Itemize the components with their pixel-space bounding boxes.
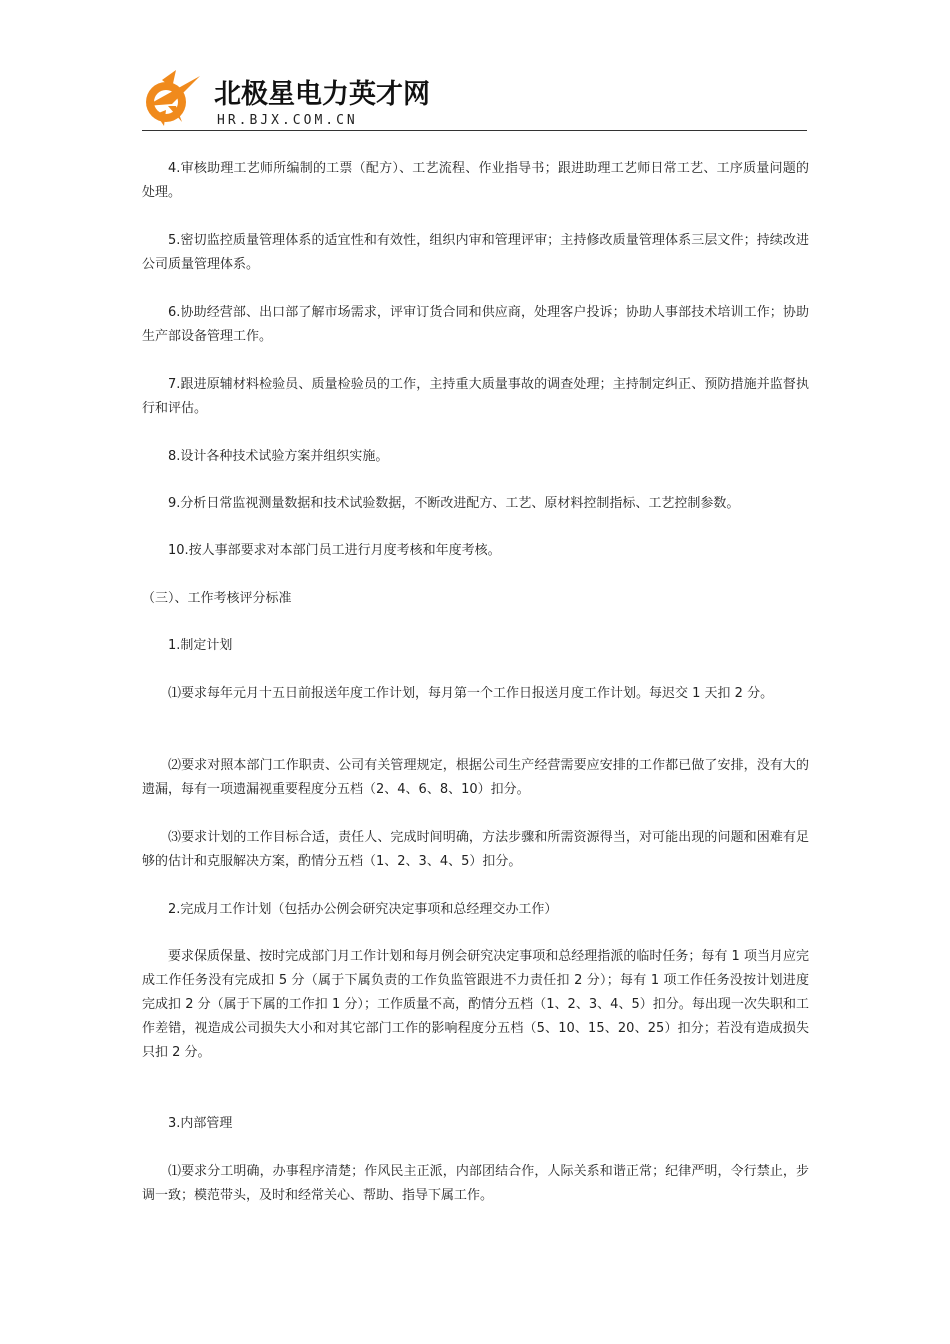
duty-item-4: 4.审核助理工艺师所编制的工票（配方）、工艺流程、作业指导书；跟进助理工艺师日常工艺、工序质量问题的处理。 [142, 161, 809, 200]
duty-item-9: 9.分析日常监视测量数据和技术试验数据，不断改进配方、工艺、原材料控制指标、工艺控制参数。 [168, 496, 740, 511]
header-divider [142, 130, 807, 131]
criterion-heading-2: 2.完成月工作计划（包括办公例会研究决定事项和总经理交办工作） [168, 902, 558, 917]
duty-item-6: 6.协助经营部、出口部了解市场需求，评审订货合同和供应商，处理客户投诉；协助人事部技术培训工作；协助生产部设备管理工作。 [142, 305, 809, 344]
criterion-heading-3: 3.内部管理 [168, 1116, 233, 1131]
site-header [142, 62, 807, 134]
criterion-1-2: ⑵要求对照本部门工作职责、公司有关管理规定，根据公司生产经营需要应安排的工作都已做了安排，没有大的遗漏，每有一项遗漏视重要程度分五档（2、4、6、8、10）扣分。 [142, 758, 809, 797]
section-heading: （三）、工作考核评分标准 [142, 591, 292, 606]
criterion-3-1: ⑴要求分工明确，办事程序清楚；作风民主正派，内部团结合作，人际关系和谐正常；纪律严明，令行禁止，步调一致；模范带头，及时和经常关心、帮助、指导下属工作。 [142, 1164, 809, 1203]
north-star-figure-logo-icon [142, 66, 208, 128]
criterion-1-1: ⑴要求每年元月十五日前报送年度工作计划，每月第一个工作日报送月度工作计划。每迟交 1 天扣 2 分。 [168, 686, 774, 701]
duty-item-10: 10.按人事部要求对本部门员工进行月度考核和年度考核。 [168, 543, 501, 558]
brand-name: 北极星电力英才网 [214, 79, 430, 110]
criterion-2-body: 要求保质保量、按时完成部门月工作计划和每月例会研究决定事项和总经理指派的临时任务；每有 1 项当月应完成工作任务没有完成扣 5 分（属于下属负责的工作负监管跟进不力责任扣 2 分）；每有 1 项工作任务没按计划进度完成扣 2 分（属于下属的工作扣 1 分）；工作质量不高，酌情分五档（1、2、3、4、5）扣分。每出现一次失职和工作差错，视造成公司损失大小和对其它部门工作的影响程度分五档（5、10、15、20、25）扣分；若没有造成损失只扣 2 分。 [142, 949, 809, 1060]
criterion-1-3: ⑶要求计划的工作目标合适，责任人、完成时间明确，方法步骤和所需资源得当，对可能出现的问题和困难有足够的估计和克服解决方案，酌情分五档（1、2、3、4、5）扣分。 [142, 830, 809, 869]
duty-item-7: 7.跟进原辅材料检验员、质量检验员的工作，主持重大质量事故的调查处理；主持制定纠正、预防措施并监督执行和评估。 [142, 377, 809, 416]
duty-item-5: 5.密切监控质量管理体系的适宜性和有效性，组织内审和管理评审；主持修改质量管理体系三层文件；持续改进公司质量管理体系。 [142, 233, 809, 272]
duty-item-8: 8.设计各种技术试验方案并组织实施。 [168, 449, 389, 464]
criterion-heading-1: 1.制定计划 [168, 638, 233, 653]
brand-url: HR.BJX.COM.CN [217, 113, 358, 128]
